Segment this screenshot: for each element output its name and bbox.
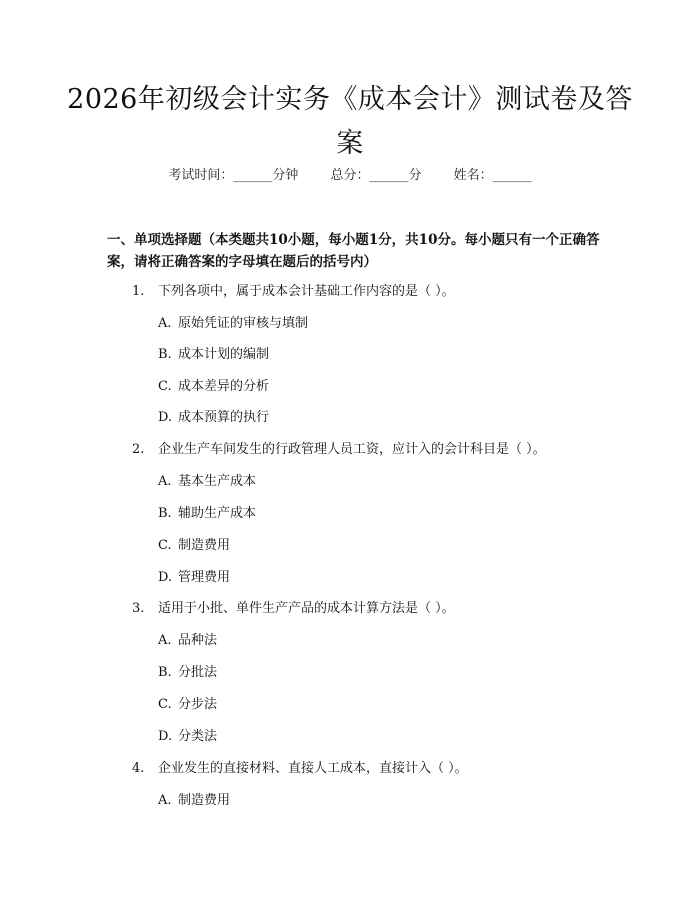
option-key: A.: [158, 316, 172, 331]
option-text: 辅助生产成本: [178, 506, 257, 521]
total-score-field: 总分：______分: [330, 168, 422, 183]
answer-option: [158, 472, 598, 492]
answer-option: [158, 695, 598, 715]
answer-option: [158, 663, 598, 683]
student-name-field: 姓名：______: [453, 168, 532, 183]
question-text: 下列各项中，属于成本会计基础工作内容的是（ ）。: [158, 284, 455, 299]
option-text: 管理费用: [178, 570, 231, 585]
option-key: D.: [158, 729, 173, 744]
question-number: 3.: [132, 601, 145, 616]
question-number: 1.: [132, 284, 145, 299]
question-stem: [132, 282, 612, 302]
option-key: D.: [158, 570, 173, 585]
answer-option: [158, 408, 598, 428]
exam-time-field: 考试时间：______分钟: [168, 168, 299, 183]
option-text: 分批法: [178, 665, 218, 680]
option-key: D.: [158, 410, 173, 425]
option-key: A.: [158, 474, 172, 489]
question-stem: [132, 759, 612, 779]
question-text: 企业生产车间发生的行政管理人员工资，应计入的会计科目是（ ）。: [158, 442, 546, 457]
option-text: 成本计划的编制: [178, 347, 270, 362]
answer-option: [158, 345, 598, 365]
question-text: 适用于小批、单件生产产品的成本计算方法是（ ）。: [158, 601, 455, 616]
exam-meta-line: [0, 166, 700, 186]
option-key: A.: [158, 793, 172, 808]
option-text: 制造费用: [178, 793, 231, 808]
option-key: B.: [158, 506, 172, 521]
option-text: 分步法: [178, 697, 218, 712]
answer-option: [158, 568, 598, 588]
question-text: 企业发生的直接材料、直接人工成本，直接计入（ ）。: [158, 761, 468, 776]
question-number: 2.: [132, 442, 145, 457]
answer-option: [158, 536, 598, 556]
option-text: 成本预算的执行: [178, 410, 270, 425]
answer-option: [158, 727, 598, 747]
question-stem: [132, 440, 612, 460]
answer-option: [158, 504, 598, 524]
option-key: B.: [158, 347, 172, 362]
answer-option: [158, 314, 598, 334]
question-stem: [132, 599, 612, 619]
answer-option: [158, 791, 598, 811]
section-heading: 一、单项选择题（本类题共10小题，每小题1分，共10分。每小题只有一个正确答案，请将正确答案的字母填在题后的括号内）: [107, 232, 600, 270]
option-text: 原始凭证的审核与填制: [178, 316, 309, 331]
document-title: 2026年初级会计实务《成本会计》测试卷及答案: [67, 84, 633, 159]
option-key: C.: [158, 379, 172, 394]
option-key: A.: [158, 633, 172, 648]
question-number: 4.: [132, 761, 145, 776]
option-text: 分类法: [178, 729, 218, 744]
option-text: 品种法: [178, 633, 218, 648]
option-key: C.: [158, 697, 172, 712]
option-text: 制造费用: [178, 538, 231, 553]
option-text: 成本差异的分析: [178, 379, 270, 394]
option-key: C.: [158, 538, 172, 553]
option-key: B.: [158, 665, 172, 680]
answer-option: [158, 631, 598, 651]
answer-option: [158, 377, 598, 397]
option-text: 基本生产成本: [178, 474, 257, 489]
